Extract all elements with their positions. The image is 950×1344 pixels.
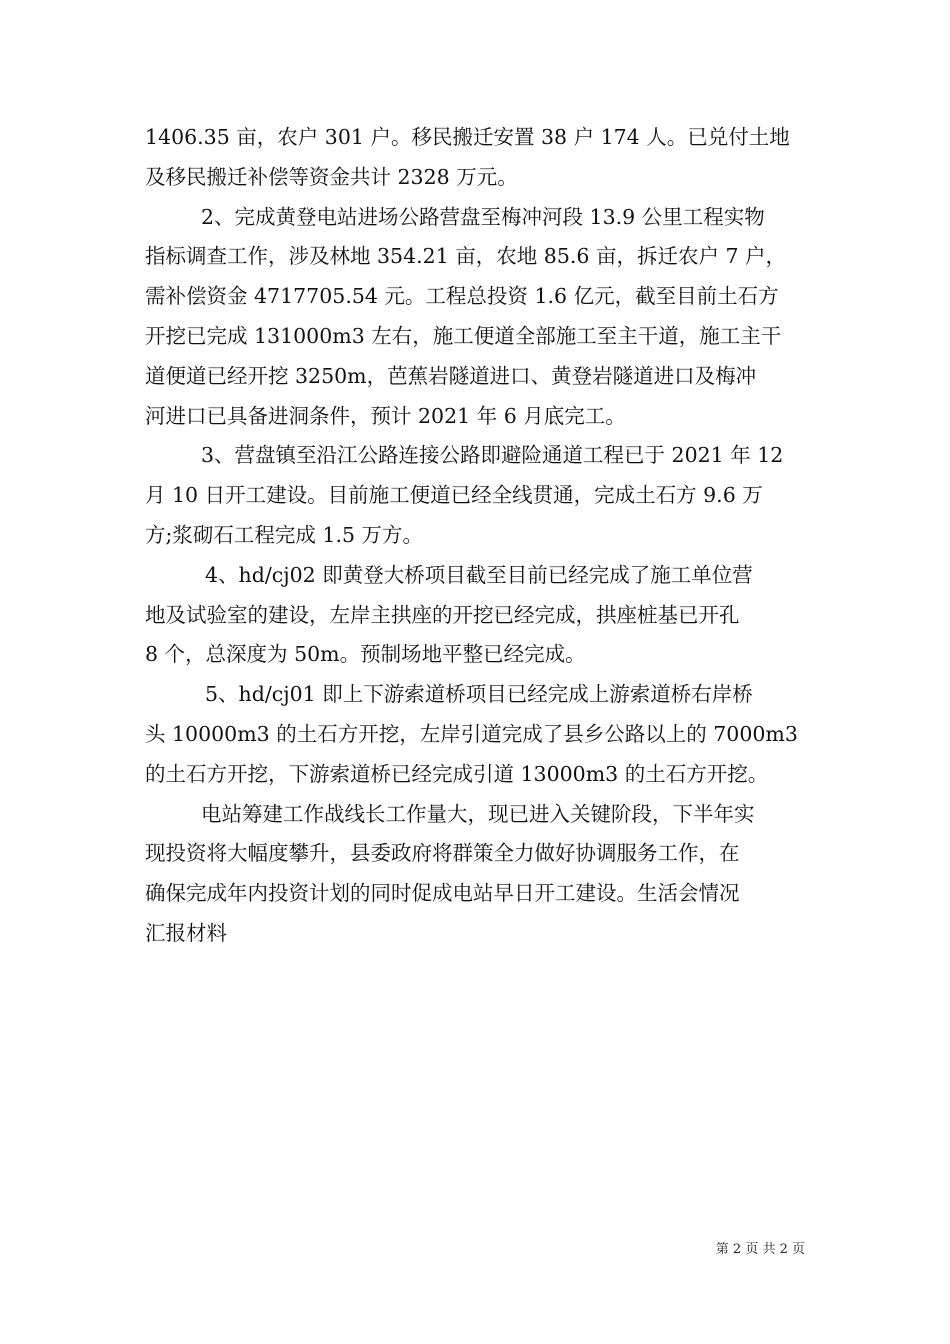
text-line: 的土石方开挖，下游索道桥已经完成引道 13000m3 的土石方开挖。 [145,761,769,786]
text-line: 需补偿资金 4717705.54 元。工程总投资 1.6 亿元，截至目前土石方 [145,284,779,309]
text-line: 汇报材料 [145,920,227,945]
text-line: 3、营盘镇至沿江公路连接公路即避险通道工程已于 2021 年 12 [201,443,784,468]
text-line: 开挖已完成 131000m3 左右，施工便道全部施工至主干道，施工主干 [145,323,782,348]
text-line: 电站筹建工作战线长工作量大，现已进入关键阶段，下半年实 [201,801,755,826]
text-line: 确保完成年内投资计划的同时促成电站早日开工建设。生活会情况 [145,881,740,906]
text-line: 地及试验室的建设，左岸主拱座的开挖已经完成，拱座桩基已开孔 [145,602,740,627]
text-line: 方;浆砌石工程完成 1.5 万方。 [145,522,424,547]
text-line: 5、hd/cj01 即上下游索道桥项目已经完成上游索道桥右岸桥 [205,682,753,707]
text-line: 1406.35 亩，农户 301 户。移民搬迁安置 38 户 174 人。已兑付土地 [145,125,790,149]
text-line: 现投资将大幅度攀升，县委政府将群策全力做好协调服务工作，在 [145,841,740,866]
text-line: 4、hd/cj02 即黄登大桥项目截至目前已经完成了施工单位营 [205,562,753,587]
text-line: 指标调查工作，涉及林地 354.21 亩，农地 85.6 亩，拆迁农户 7 户， [145,244,787,269]
text-line: 及移民搬迁补偿等资金共计 2328 万元。 [145,164,518,189]
text-line: 道便道已经开挖 3250m，芭蕉岩隧道进口、黄登岩隧道进口及梅冲 [145,363,757,388]
text-line: 2、完成黄登电站进场公路营盘至梅冲河段 13.9 公里工程实物 [201,204,765,229]
page-number: 第 2 页 共 2 页 [715,1242,805,1257]
document-body [145,118,810,954]
text-line: 月 10 日开工建设。目前施工便道已经全线贯通，完成土石方 9.6 万 [145,483,763,508]
text-line: 8 个，总深度为 50m。预制场地平整已经完成。 [145,642,586,667]
text-line: 河进口已具备进洞条件，预计 2021 年 6 月底完工。 [145,403,626,428]
text-line: 头 10000m3 的土石方开挖，左岸引道完成了县乡公路以上的 7000m3 [145,721,798,746]
